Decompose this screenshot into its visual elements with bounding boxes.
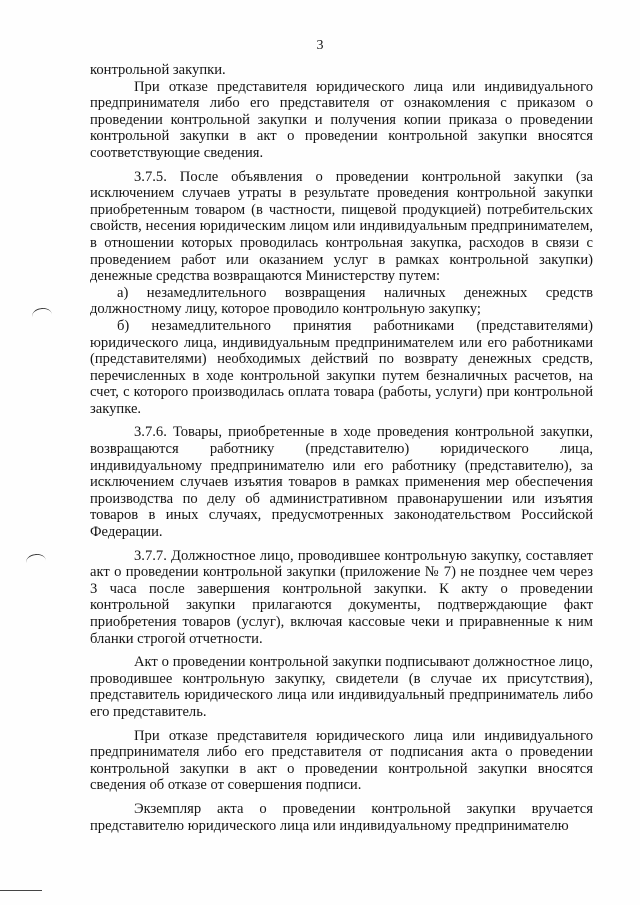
binding-hole-mark [31,307,53,325]
list-item-b: б) незамедлительного принятия работниками (представителями) юридического лица, индивидуальным предпринимателем или его работниками (представителями) необходимых действий по возврату денежных средств, перечисленных в ходе контрольной закупки путем безналичных расчетов, на счет, с которого производилась оплата товара (работы, услуги) при контрольной закупке. [90,317,593,417]
paragraph-3-7-6: 3.7.6. Товары, приобретенные в ходе проведения контрольной закупки, возвращаются работнику (представителю) юридического лица, индивидуальному предпринимателю или его работнику (представителю), за исключением случаев изъятия товаров в рамках применения мер обеспечения производства по делу об административном правонарушении или изъятия товаров в иных случаях, предусмотренных законодательством Российской Федерации. [90,424,593,541]
paragraph-3-7-5: 3.7.5. После объявления о проведении контрольной закупки (за исключением случаев утраты в результате проведения контрольной закупки приобретенным товаром (в частности, пищевой продукцией) потребительских свойств, несения юридическим лицом или индивидуальным предпринимателем, в отношении которых проводилась контрольная закупка, расходов в связи с проведением работ или оказанием услуг в рамках контрольной закупки) денежные средства возвращаются Министерству путем: [90,168,593,285]
paragraph-3-7-7: 3.7.7. Должностное лицо, проводившее контрольную закупку, составляет акт о проведении контрольной закупки (приложение № 7) не позднее чем через 3 часа после завершения контрольной закупки. К акту о проведении контрольной закупки прилагаются документы, подтверждающие факт приобретения товаров (услуг), включая кассовые чеки и приравненные к ним бланки строгой отчетности. [90,547,593,647]
paragraph-continuation: контрольной закупки. [90,62,226,78]
paragraph-act-copy: Экземпляр акта о проведении контрольной закупки вручается представителю юридического лица или индивидуальному предпринимателю [90,800,593,834]
binding-hole-mark [25,553,47,571]
list-item-a: а) незамедлительного возвращения наличных денежных средств должностному лицу, которое проводило контрольную закупку; [90,284,593,318]
page-number: 3 [316,38,324,53]
paragraph-refusal-acquaint: При отказе представителя юридического лица или индивидуального предпринимателя либо его представителя от ознакомления с приказом о проведении контрольной закупки и получения копии приказа о проведении контрольной закупки в акт о проведении контрольной закупки вносятся соответствующие сведения. [90,78,593,161]
paragraph-act-signing: Акт о проведении контрольной закупки подписывают должностное лицо, проводившее контрольную закупку, свидетели (в случае их присутствия), представитель юридического лица или индивидуальный предприниматель либо его представитель. [90,654,593,720]
paragraph-refusal-sign: При отказе представителя юридического лица или индивидуального предпринимателя либо его представителя от подписания акта о проведении контрольной закупки в акт о проведении контрольной закупки вносятся сведения об отказе от совершения подписи. [90,727,593,794]
document-body [90,62,593,834]
footnote-rule [0,890,42,891]
